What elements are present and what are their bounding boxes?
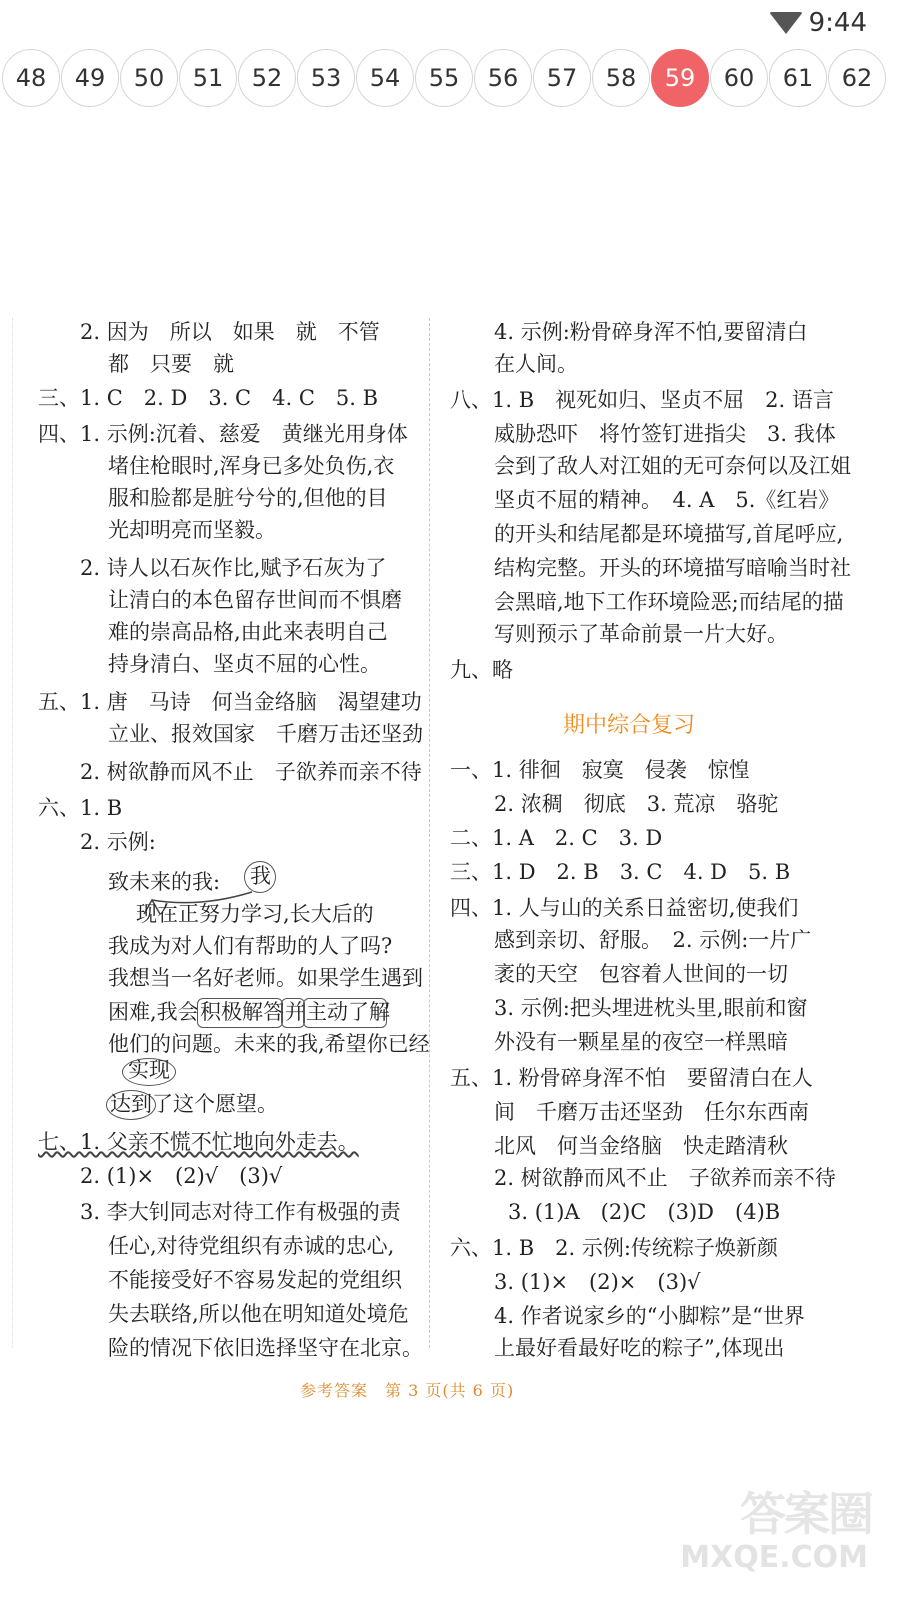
answer-line: 2. 浓稠 彻底 3. 荒凉 骆驼: [494, 792, 779, 816]
answer-line: 四、1. 人与山的关系日益密切,使我们: [450, 896, 799, 920]
page-button-56[interactable]: 56: [474, 49, 532, 107]
letter-line: 我成为对人们有帮助的人了吗?: [108, 934, 393, 958]
answer-line: 感到亲切、舒服。 2. 示例:一片广: [494, 928, 812, 952]
answer-line: 六、1. B: [38, 796, 123, 820]
answer-line: 让清白的本色留存世间而不惧磨: [108, 588, 402, 612]
answer-line: 任心,对待党组织有赤诚的忠心,: [108, 1234, 395, 1258]
page-button-55[interactable]: 55: [415, 49, 473, 107]
answer-line: 堵住枪眼时,浑身已多处负伤,衣: [108, 454, 395, 478]
answer-line: 光却明亮而坚毅。: [108, 518, 276, 542]
answer-line: 八、1. B 视死如归、坚贞不屈 2. 语言: [450, 388, 834, 412]
corrected-word: 实现: [128, 1058, 170, 1082]
original-word: 达到: [110, 1092, 152, 1116]
answer-line: 失去联络,所以他在明知道处境危: [108, 1302, 409, 1326]
status-bar: [0, 0, 900, 46]
answer-line: 结构完整。开头的环境描写暗喻当时社: [494, 556, 851, 580]
letter-line: 了这个愿望。: [152, 1092, 278, 1116]
answer-line: 的开头和结尾都是环境描写,首尾呼应,: [494, 522, 844, 546]
answer-line: 3. 示例:把头埋进枕头里,眼前和窗: [494, 996, 808, 1020]
answer-line: 2. 树欲静而风不止 子欲养而亲不待: [494, 1166, 836, 1190]
answer-line: 上最好看最好吃的粽子”,体现出: [494, 1336, 785, 1360]
answer-line: 持身清白、坚贞不屈的心性。: [108, 652, 381, 676]
page-button-60[interactable]: 60: [710, 49, 768, 107]
answer-line: 七、1. 父亲不慌不忙地向外走去。: [38, 1130, 359, 1154]
inserted-word: 我: [250, 864, 271, 888]
watermark-text: 答案圈: [740, 1487, 872, 1541]
page-footer: 参考答案 第 3 页(共 6 页): [300, 1381, 515, 1400]
answer-line: 2. 诗人以石灰作比,赋予石灰为了: [80, 556, 387, 580]
page-button-59[interactable]: 59: [651, 49, 709, 107]
page-button-58[interactable]: 58: [592, 49, 650, 107]
answer-line: 险的情况下依旧选择坚守在北京。: [108, 1336, 423, 1360]
answer-line: 九、略: [450, 658, 513, 682]
answer-line: 三、1. C 2. D 3. C 4. C 5. B: [38, 386, 379, 410]
page-button-51[interactable]: 51: [179, 49, 237, 107]
answer-line: 三、1. D 2. B 3. C 4. D 5. B: [450, 860, 791, 884]
answer-line: 四、1. 示例:沉着、慈爱 黄继光用身体: [38, 422, 408, 446]
letter-line: 困难,我会: [108, 1000, 199, 1024]
answer-line: 五、1. 粉骨碎身浑不怕 要留清白在人: [450, 1066, 813, 1090]
boxed-phrase: 主动了解: [306, 1000, 390, 1024]
boxed-phrase: 积极解答: [200, 1000, 284, 1024]
letter-line: 他们的问题。未来的我,希望你已经: [108, 1032, 430, 1056]
page-button-48[interactable]: 48: [2, 49, 60, 107]
page-button-61[interactable]: 61: [769, 49, 827, 107]
answer-line: 会黑暗,地下工作环境险恶;而结尾的描: [494, 590, 844, 614]
letter-greeting: 致未来的我:: [108, 870, 221, 894]
answer-line: 二、1. A 2. C 3. D: [450, 826, 663, 850]
answer-line: 立业、报效国家 千磨万击还坚劲: [108, 722, 423, 746]
page-edge: [12, 318, 13, 1348]
answer-line: 在人间。: [494, 352, 578, 376]
page-button-53[interactable]: 53: [297, 49, 355, 107]
answer-line: 3. (1)× (2)× (3)√: [494, 1270, 701, 1294]
answer-line: 3. 李大钊同志对待工作有极强的责: [80, 1200, 401, 1224]
answer-line: 不能接受好不容易发起的党组织: [108, 1268, 402, 1292]
answer-line: 北风 何当金络脑 快走踏清秋: [494, 1134, 788, 1158]
answer-line: 间 千磨万击还坚劲 任尔东西南: [494, 1100, 809, 1124]
boxed-word: 并: [285, 1000, 306, 1024]
answer-line: 坚贞不屈的精神。 4. A 5.《红岩》: [494, 488, 840, 512]
page-button-57[interactable]: 57: [533, 49, 591, 107]
column-divider: [429, 318, 430, 1348]
answer-line: 写则预示了革命前景一片大好。: [494, 622, 788, 646]
answer-line: 都 只要 就: [108, 352, 234, 376]
page-button-50[interactable]: 50: [120, 49, 178, 107]
page-button-62[interactable]: 62: [828, 49, 886, 107]
watermark-url: MXQE.COM: [680, 1540, 868, 1575]
watermark-logo: [680, 1478, 872, 1588]
answer-line: 外没有一颗星星的夜空一样黑暗: [494, 1030, 788, 1054]
page-button-52[interactable]: 52: [238, 49, 296, 107]
answer-line: 难的崇高品格,由此来表明自己: [108, 620, 388, 644]
answer-line: 2. (1)× (2)√ (3)√: [80, 1164, 283, 1188]
answer-line: 3. (1)A (2)C (3)D (4)B: [508, 1200, 781, 1224]
answer-line: 4. 作者说家乡的“小脚粽”是“世界: [494, 1304, 805, 1328]
answer-line: 一、1. 徘徊 寂寞 侵袭 惊惶: [450, 758, 750, 782]
section-title: 期中综合复习: [563, 713, 696, 738]
answer-line: 五、1. 唐 马诗 何当金络脑 渴望建功: [38, 690, 422, 714]
answer-line: 六、1. B 2. 示例:传统粽子焕新颜: [450, 1236, 778, 1260]
letter-line: 我想当一名好老师。如果学生遇到: [108, 966, 423, 990]
answer-line: 服和脸都是脏兮兮的,但他的目: [108, 486, 388, 510]
clock: 9:44: [808, 8, 867, 38]
answer-line: 2. 示例:: [80, 830, 156, 854]
answer-line: 2. 树欲静而风不止 子欲养而亲不待: [80, 760, 422, 784]
page-selector: [0, 49, 900, 111]
answer-line: 2. 因为 所以 如果 就 不管: [80, 320, 380, 344]
answer-line: 4. 示例:粉骨碎身浑不怕,要留清白: [494, 320, 808, 344]
answer-line: 会到了敌人对江姐的无可奈何以及江姐: [494, 454, 851, 478]
letter-line: 现在正努力学习,长大后的: [136, 902, 374, 926]
page-button-49[interactable]: 49: [61, 49, 119, 107]
answer-line: 袤的天空 包容着人世间的一切: [494, 962, 788, 986]
answer-line: 威胁恐吓 将竹签钉进指尖 3. 我体: [494, 422, 836, 446]
page-button-54[interactable]: 54: [356, 49, 414, 107]
wifi-icon: [769, 12, 803, 34]
correction-box: [281, 998, 305, 1028]
